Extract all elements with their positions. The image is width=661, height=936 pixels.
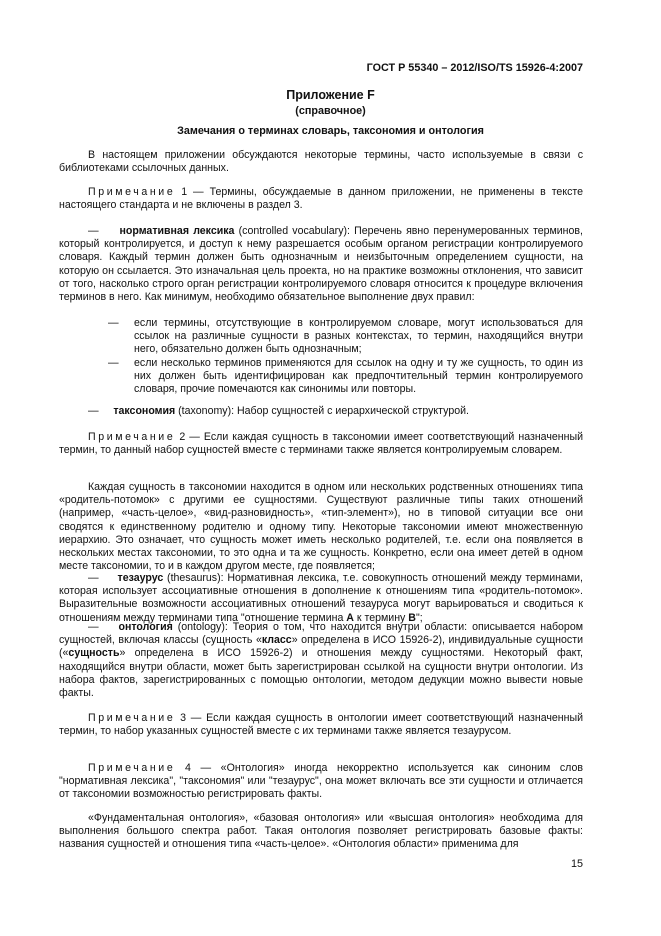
definition-term: тезаурус <box>117 572 164 584</box>
list-item <box>108 357 583 397</box>
definition-dash: — <box>88 572 99 584</box>
intro-paragraph: В настоящем приложении обсуждаются некоторые термины, часто используемые в связи с библиотеками ссылочных данных. <box>59 149 583 175</box>
definition-term: онтология <box>118 621 173 633</box>
list-dash: — <box>108 317 119 329</box>
taxonomy-definition <box>59 405 583 418</box>
note-text: 1 — Термины, обсуждаемые в данном приложении, не применены в тексте настоящего стандарта и не включены в раздел 3. <box>59 186 583 212</box>
final-paragraph: «Фундаментальная онтология», «базовая онтология» или «высшая онтология» необходима для выполнения большого спектра работ. Такая онтология позволяет регистрировать базовые факты: названия сущностей и отношения типа «часть-целое». «Онтология области» применима для <box>59 812 583 851</box>
appendix-subtitle: (справочное) <box>295 105 366 117</box>
definition-text: (controlled vocabulary): Перечень явно перенумерованных терминов, который контролируется, и доступ к нему разрешается особым органом регистрации контролируемого словаря. Каждый термин должен быть однозначным и неизбыточным определением сущности, на которую он ссылается. Это изначальная цель проекта, но на практике возможны отклонения, что зависит от того, насколько строго орган регистрации контролируемого словаря относится к процедуре включения терминов в него. Как минимум, необходимо обязательное выполнение двух правил: <box>59 225 583 304</box>
note-text: 2 — Если каждая сущность в таксономии имеет соответствующий назначенный термин, то данный набор сущностей вместе с терминами также является контролируемым словарем. <box>59 431 583 457</box>
note-label: Примечание <box>88 431 176 443</box>
list-dash: — <box>108 356 119 369</box>
note-2 <box>59 431 583 457</box>
list-item <box>108 317 583 357</box>
note-4 <box>59 762 583 802</box>
list-item-text: если несколько терминов применяются для ссылок на одну и ту же сущность, то один из них должен быть идентифицирован как предпочтительный термин контролируемого словаря, прочие помечаются как синонимы или повторы. <box>134 356 583 396</box>
controlled-vocabulary-definition <box>59 225 583 304</box>
list-item-text: если термины, отсутствующие в контролируемом словаре, могут использоваться для ссылок на различные сущности в разных контекстах, то термин, находящийся внутри него, обязательно должен быть однозначным; <box>134 317 583 356</box>
page-number: 15 <box>570 858 583 870</box>
appendix-title: Приложение F <box>286 88 375 102</box>
thesaurus-definition: — тезаурус (thesaurus): Нормативная лексика, т.е. совокупность отношений между терминами, которая использует ассоциативные отношения в дополнение к отношениям типа «родитель-потомок». Выразительные возможности ассоциативных отношений тезауруса могут варьироваться и сводиться к отношениям между терминами типа "отношение термина A к термину B"; <box>59 572 583 624</box>
definition-text: (taxonomy): Набор сущностей с иерархической структурой. <box>175 405 469 417</box>
definition-dash: — <box>88 621 99 633</box>
definition-dash: — <box>88 225 99 237</box>
standard-header: ГОСТ Р 55340 – 2012/ISO/TS 15926-4:2007 <box>366 62 583 74</box>
definition-term: таксономия <box>113 405 176 417</box>
taxonomy-paragraph: Каждая сущность в таксономии находится в одном или нескольких родственных отношениях типа «родитель-потомок» с другими ее сущностями. Существуют различные типы таких отношений (например, «часть-целое», «вид-разновидность», «тип-элемент»), но в типовой ситуации все они сводятся к единственному родителю и одному типу. Некоторые таксономии имеют множественную иерархию. Это означает, что сущность может иметь несколько родителей, т.е. если она появляется в нескольких местах таксономии, то это одна и та же сущность. Конкретно, если она имеет детей в одном месте таксономии, то и в каждом другом месте, где появляется; <box>59 481 583 573</box>
note-3 <box>59 712 583 738</box>
ontology-definition: — онтология (ontology): Теория о том, что находится внутри области: описывается набором сущностей, включая классы (сущность «класс» определена в ИСО 15926-2), индивидуальные сущности («сущность» определена в ИСО 15926-2) и отношения между сущностями. Некоторый факт, находящийся внутри области, может быть зарегистрирован ссылкой на сущности внутри онтологии. Из набора фактов, зарегистрированных с помощью онтологии, методом дедукции можно вывести новые факты. <box>59 621 583 700</box>
note-1 <box>59 186 583 212</box>
appendix-heading: Замечания о терминах словарь, таксономия и онтология <box>177 125 484 137</box>
note-label: Примечание <box>88 762 176 774</box>
note-text: 3 — Если каждая сущность в онтологии имеет соответствующий назначенный термин, то набор указанных сущностей вместе с их терминами также является тезаурусом. <box>59 712 583 738</box>
note-label: Примечание <box>88 712 176 724</box>
note-text: 4 — «Онтология» иногда некорректно используется как синоним слов "нормативная лексика", "таксономия" или "тезаурус", она может включать все эти сущности и отличается от таксономии возможностью регистрировать факты. <box>59 762 583 801</box>
note-label: Примечание <box>88 186 176 198</box>
definition-dash: — <box>88 405 99 417</box>
rules-list <box>108 317 583 396</box>
definition-term: нормативная лексика <box>119 225 235 237</box>
